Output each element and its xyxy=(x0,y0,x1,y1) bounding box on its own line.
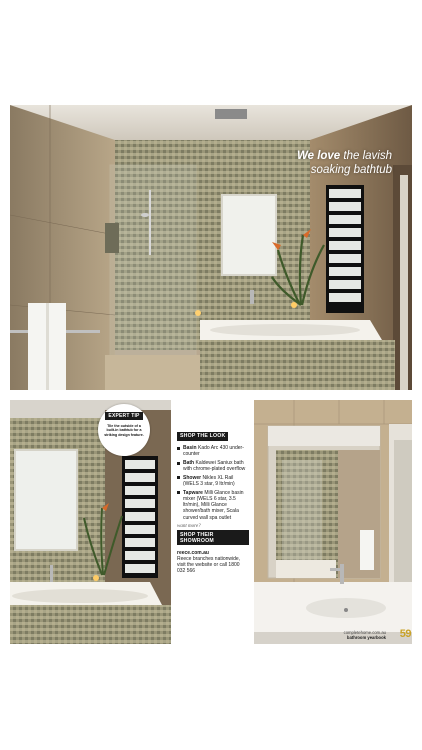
caption-bold: We love xyxy=(296,150,341,162)
footer-site: completehome.com.au xyxy=(343,630,386,635)
showroom-body xyxy=(177,550,249,575)
shop-item-text: Kaldewei Saniux bath with chrome-plated overflow xyxy=(183,459,246,473)
shop-list xyxy=(177,445,249,521)
shop-item-label: Shower xyxy=(183,474,202,481)
shop-item-shower xyxy=(177,475,249,487)
shop-column xyxy=(177,424,249,575)
caption-rest: the lavish xyxy=(343,150,392,162)
shop-item-label: Bath xyxy=(183,459,195,466)
top-bathroom-photo xyxy=(10,105,412,390)
shop-item-basin xyxy=(177,445,249,457)
expert-tip-badge xyxy=(98,404,150,456)
shop-item-text: Nikles XL Rail (WELS 3 star, 9 ltr/min) xyxy=(183,474,235,488)
shop-showroom-heading: SHOP THEIR SHOWROOM xyxy=(177,530,249,545)
footer-yearbook: bathroom yearbook xyxy=(346,635,386,640)
shop-item-text: Milli Glance basin mixer (WELS 6 star, 3.5 ltr/min), Milli Glance shower/bath mixer, Scala curved wall spa outlet xyxy=(183,489,244,521)
caption-line2: soaking bathtub xyxy=(310,164,392,176)
bathroom-illustration xyxy=(10,105,412,390)
photo-caption xyxy=(192,149,392,177)
showroom-text: Reece branches nationwide, visit the website or call 1800 032 566 xyxy=(177,555,241,575)
shop-item-tapware xyxy=(177,490,249,521)
shop-the-look-heading: SHOP THE LOOK xyxy=(177,432,228,441)
want-more-label: want more? xyxy=(177,523,201,529)
expert-tip-title: EXPERT TIP xyxy=(105,412,142,420)
shop-item-text: Kado Arc 430 under-counter xyxy=(183,445,244,458)
shop-item-label: Basin xyxy=(183,445,197,451)
shop-item-bath xyxy=(177,460,249,472)
vanity-illustration xyxy=(254,400,412,644)
page-footer xyxy=(344,630,386,640)
shop-item-label: Tapware xyxy=(183,489,203,496)
vanity-photo xyxy=(254,400,412,644)
expert-tip-text: Tile the outside of a built-in bathtub for a striking design feature. xyxy=(104,424,144,437)
page-number: 59 xyxy=(399,628,411,640)
showroom-website-link[interactable]: reece.com.au xyxy=(177,549,209,556)
